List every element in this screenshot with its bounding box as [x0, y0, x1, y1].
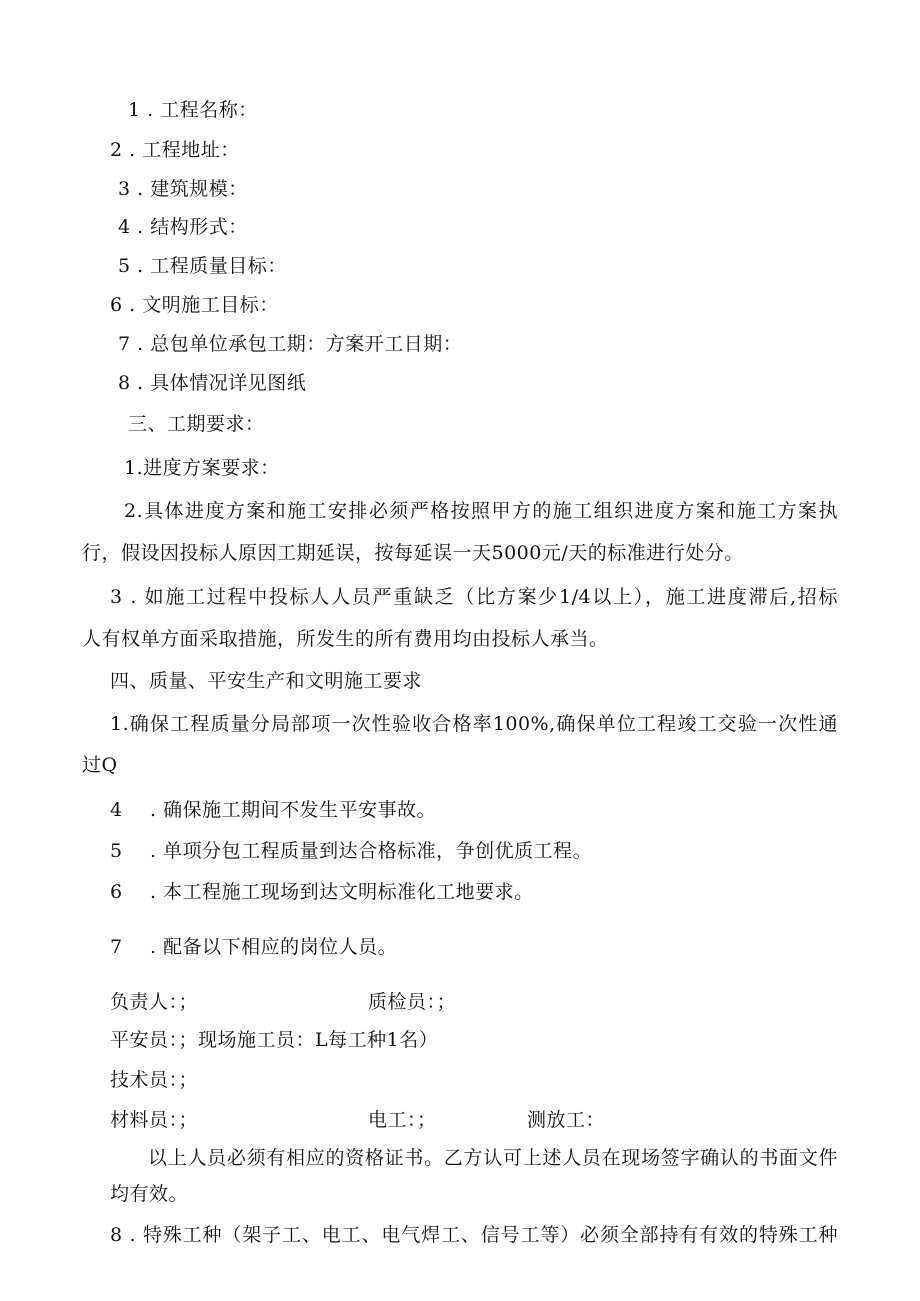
list-item-text: . 单项分包工程质量到达合格标准，争创优质工程。	[150, 840, 593, 862]
schedule-paragraph-2-line-2: 行，假设因投标人原因工期延误，按每延误一天5000元/天的标准进行处分。	[82, 542, 744, 564]
quality-paragraph-1-line-1: 1.确保工程质量分局部项一次性验收合格率100%,确保单位工程竣工交验一次性通	[110, 713, 838, 735]
staff-surveyor: 测放工：	[527, 1109, 606, 1131]
quality-paragraph-1-line-2: 过Q	[82, 754, 118, 776]
item-see-drawings: 8 . 具体情况详见图纸	[118, 372, 307, 394]
staff-safety-officer: 平安员：；现场施工员：L每工种1名）	[110, 1029, 439, 1051]
list-item-number: 5	[110, 840, 123, 862]
item-building-scale: 3 . 建筑规模：	[118, 178, 248, 200]
item-contract-period: 7 . 总包单位承包工期：方案开工日期：	[118, 333, 463, 355]
list-item-number: 6	[110, 881, 123, 903]
closing-paragraph-1-line-2: 均有效。	[110, 1183, 189, 1205]
staff-technician: 技术员：；	[110, 1069, 199, 1091]
staff-person-in-charge: 负责人：；	[110, 991, 199, 1013]
item-quality-target: 5 . 工程质量目标：	[118, 255, 287, 277]
closing-paragraph-2-line-1: 8 . 特殊工种（架子工、电工、电气焊工、信号工等）必须全部持有有效的特殊工种	[110, 1224, 838, 1246]
schedule-paragraph-3-line-2: 人有权单方面采取措施，所发生的所有费用均由投标人承当。	[82, 628, 609, 650]
staff-quality-inspector: 质检员：；	[368, 991, 457, 1013]
schedule-paragraph-2-line-1: 2.具体进度方案和施工安排必须严格按照甲方的施工组织进度方案和施工方案执	[124, 500, 838, 522]
list-item-text: . 确保施工期间不发生平安事故。	[150, 799, 437, 821]
closing-paragraph-1-line-1: 以上人员必须有相应的资格证书。乙方认可上述人员在现场签字确认的书面文件	[148, 1147, 838, 1169]
section-heading-quality-safety: 四、质量、平安生产和文明施工要求	[110, 670, 423, 692]
schedule-paragraph-3-line-1: 3 . 如施工过程中投标人人员严重缺乏（比方案少1/4以上），施工进度滞后,招标	[110, 586, 838, 608]
item-structure-form: 4 . 结构形式：	[118, 216, 248, 238]
list-item-number: 4	[110, 799, 123, 821]
list-item-number: 7	[110, 936, 123, 958]
section-heading-schedule: 三、工期要求：	[128, 413, 265, 435]
item-project-address: 2 . 工程地址：	[110, 139, 240, 161]
staff-material-officer: 材料员：；	[110, 1109, 199, 1131]
list-item-text: . 本工程施工现场到达文明标准化工地要求。	[150, 881, 534, 903]
staff-electrician: 电工：；	[368, 1109, 437, 1131]
item-project-name: 1 . 工程名称：	[128, 99, 258, 121]
schedule-paragraph-1: 1.进度方案要求：	[124, 457, 280, 479]
item-civilized-target: 6 . 文明施工目标：	[110, 294, 279, 316]
list-item-text: . 配备以下相应的岗位人员。	[150, 936, 398, 958]
